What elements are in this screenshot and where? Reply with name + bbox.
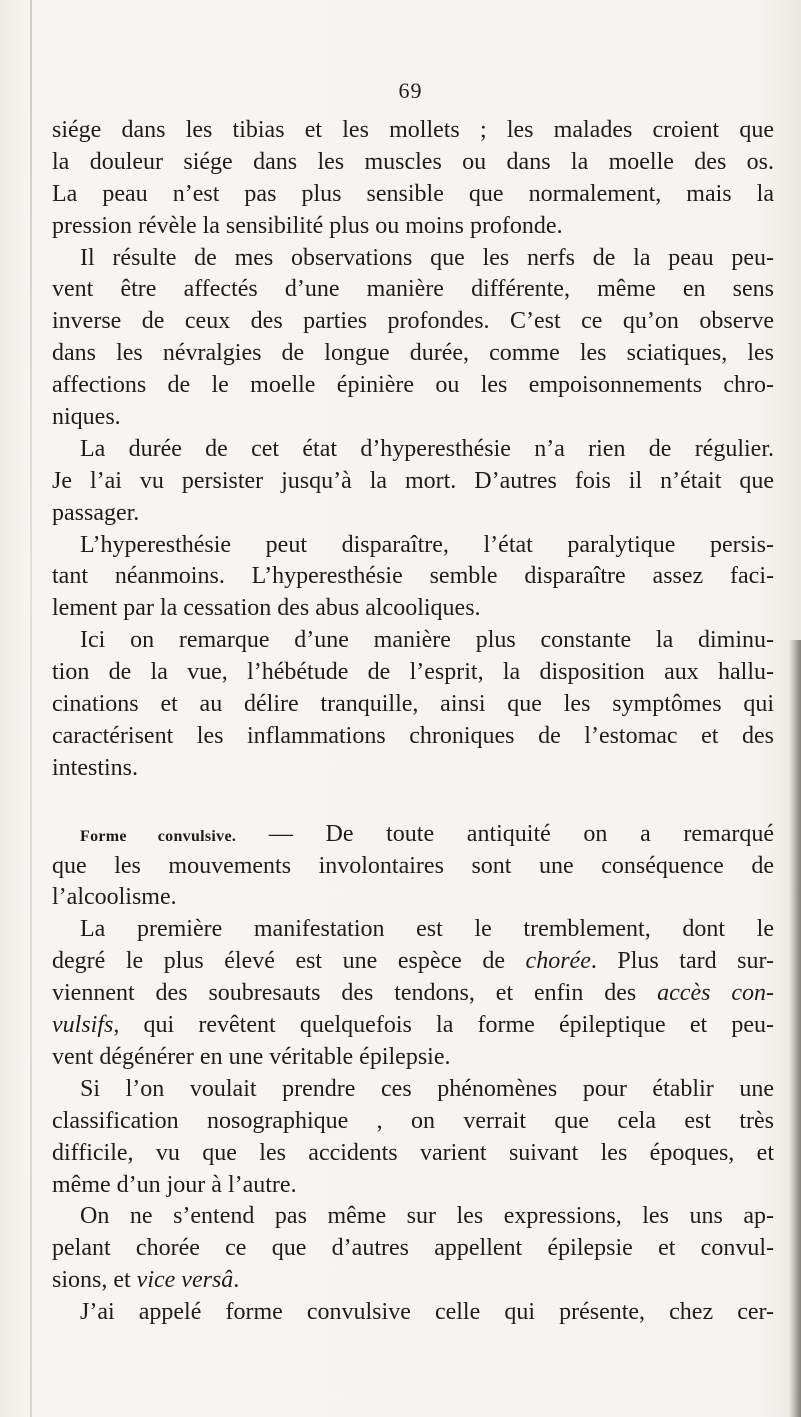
text-line: caractérisent les inflammations chroniques de l’estomac et des — [52, 722, 774, 749]
text-line: même d’un jour à l’autre. — [52, 1171, 297, 1198]
paragraph — [52, 914, 774, 1073]
paragraph — [52, 1201, 774, 1297]
italic-term: chorée — [525, 948, 591, 975]
text-line: classification nosographique , on verrait que cela est très — [52, 1107, 774, 1134]
text-line — [52, 1010, 774, 1042]
text-line: affections de le moelle épinière ou les empoisonnements chro- — [52, 372, 774, 399]
text-line: Il résulte de mes observations que les nerfs de la peau peu- — [80, 244, 774, 271]
italic-term: vulsifs — [52, 1012, 114, 1039]
text-line: dans les névralgies de longue durée, comme les sciatiques, les — [52, 340, 774, 367]
text-line: J’ai appelé forme convulsive celle qui présente, chez cer- — [80, 1299, 774, 1326]
text-line: La durée de cet état d’hyperesthésie n’a rien de régulier. — [80, 435, 774, 462]
body-text — [52, 115, 774, 1329]
text-span: . Plus tard sur- — [590, 948, 774, 975]
italic-term: accès con- — [657, 980, 774, 1007]
paragraph — [52, 625, 774, 784]
text-line: inverse de ceux des parties profondes. C’est ce qu’on observe — [52, 308, 774, 335]
text-line — [52, 1265, 774, 1297]
text-line — [52, 946, 774, 978]
italic-term: vice versâ — [136, 1267, 234, 1294]
page-edge-shadow — [789, 640, 801, 1417]
paragraph — [52, 530, 774, 626]
text-line: la douleur siége dans les muscles ou dans la moelle des os. — [52, 148, 774, 175]
text-line — [52, 819, 774, 851]
text-line: vent être affectés d’une manière différente, même en sens — [52, 276, 774, 303]
text-line: On ne s’entend pas même sur les expressions, les uns ap- — [80, 1203, 774, 1230]
text-line: niques. — [52, 404, 121, 431]
text-line: siége dans les tibias et les mollets ; les malades croient que — [52, 117, 774, 143]
section-heading: Forme convulsive. — [80, 827, 237, 845]
text-line: tant néanmoins. L’hyperesthésie semble disparaître assez faci- — [52, 563, 774, 590]
section-spacer — [52, 785, 774, 819]
text-line: vent dégénérer en une véritable épilepsie. — [52, 1043, 451, 1070]
text-line: Si l’on voulait prendre ces phénomènes pour établir une — [80, 1075, 774, 1102]
text-line: La première manifestation est le tremblement, dont le — [80, 916, 774, 943]
text-line: pression révèle la sensibilité plus ou moins profonde. — [52, 212, 563, 239]
paragraph — [52, 1074, 774, 1202]
text-span: . — [233, 1267, 240, 1294]
paragraph — [52, 115, 774, 243]
page-number: 69 — [398, 78, 423, 103]
text-line: La peau n’est pas plus sensible que normalement, mais la — [52, 180, 774, 207]
text-line: L’hyperesthésie peut disparaître, l’état paralytique persis- — [80, 531, 774, 558]
text-line: pelant chorée ce que d’autres appellent épilepsie et convul- — [52, 1235, 774, 1262]
text-line — [52, 978, 774, 1010]
paragraph — [52, 434, 774, 530]
text-line: l’alcoolisme. — [52, 884, 177, 911]
text-line: que les mouvements involontaires sont une conséquence de — [52, 852, 774, 879]
text-line: cinations et au délire tranquille, ainsi que les symptômes qui — [52, 691, 774, 718]
paragraph — [52, 243, 774, 434]
paragraph — [52, 1297, 774, 1329]
text-line: Ici on remarque d’une manière plus constante la diminu- — [80, 627, 774, 654]
page-gutter-shadow — [30, 0, 32, 1417]
text-span: , qui revêtent quelquefois la forme épileptique et peu- — [113, 1012, 774, 1039]
text-line: difficile, vu que les accidents varient suivant les époques, et — [52, 1139, 774, 1166]
text-line: tion de la vue, l’hébétude de l’esprit, la disposition aux hallu- — [52, 659, 774, 686]
text-line: lement par la cessation des abus alcooliques. — [52, 595, 481, 622]
text-span: viennent des soubresauts des tendons, et enfin des — [52, 980, 658, 1007]
text-span: sions, et — [52, 1267, 137, 1294]
text-span: degré le plus élevé est une espèce de — [52, 948, 526, 975]
text-line: Je l’ai vu persister jusqu’à la mort. D’autres fois il n’était que — [52, 467, 774, 494]
section-forme-convulsive — [52, 819, 774, 915]
text-line: passager. — [52, 499, 140, 526]
heading-continuation: — De toute antiquité on a remarqué — [236, 820, 774, 847]
text-line: intestins. — [52, 754, 139, 781]
